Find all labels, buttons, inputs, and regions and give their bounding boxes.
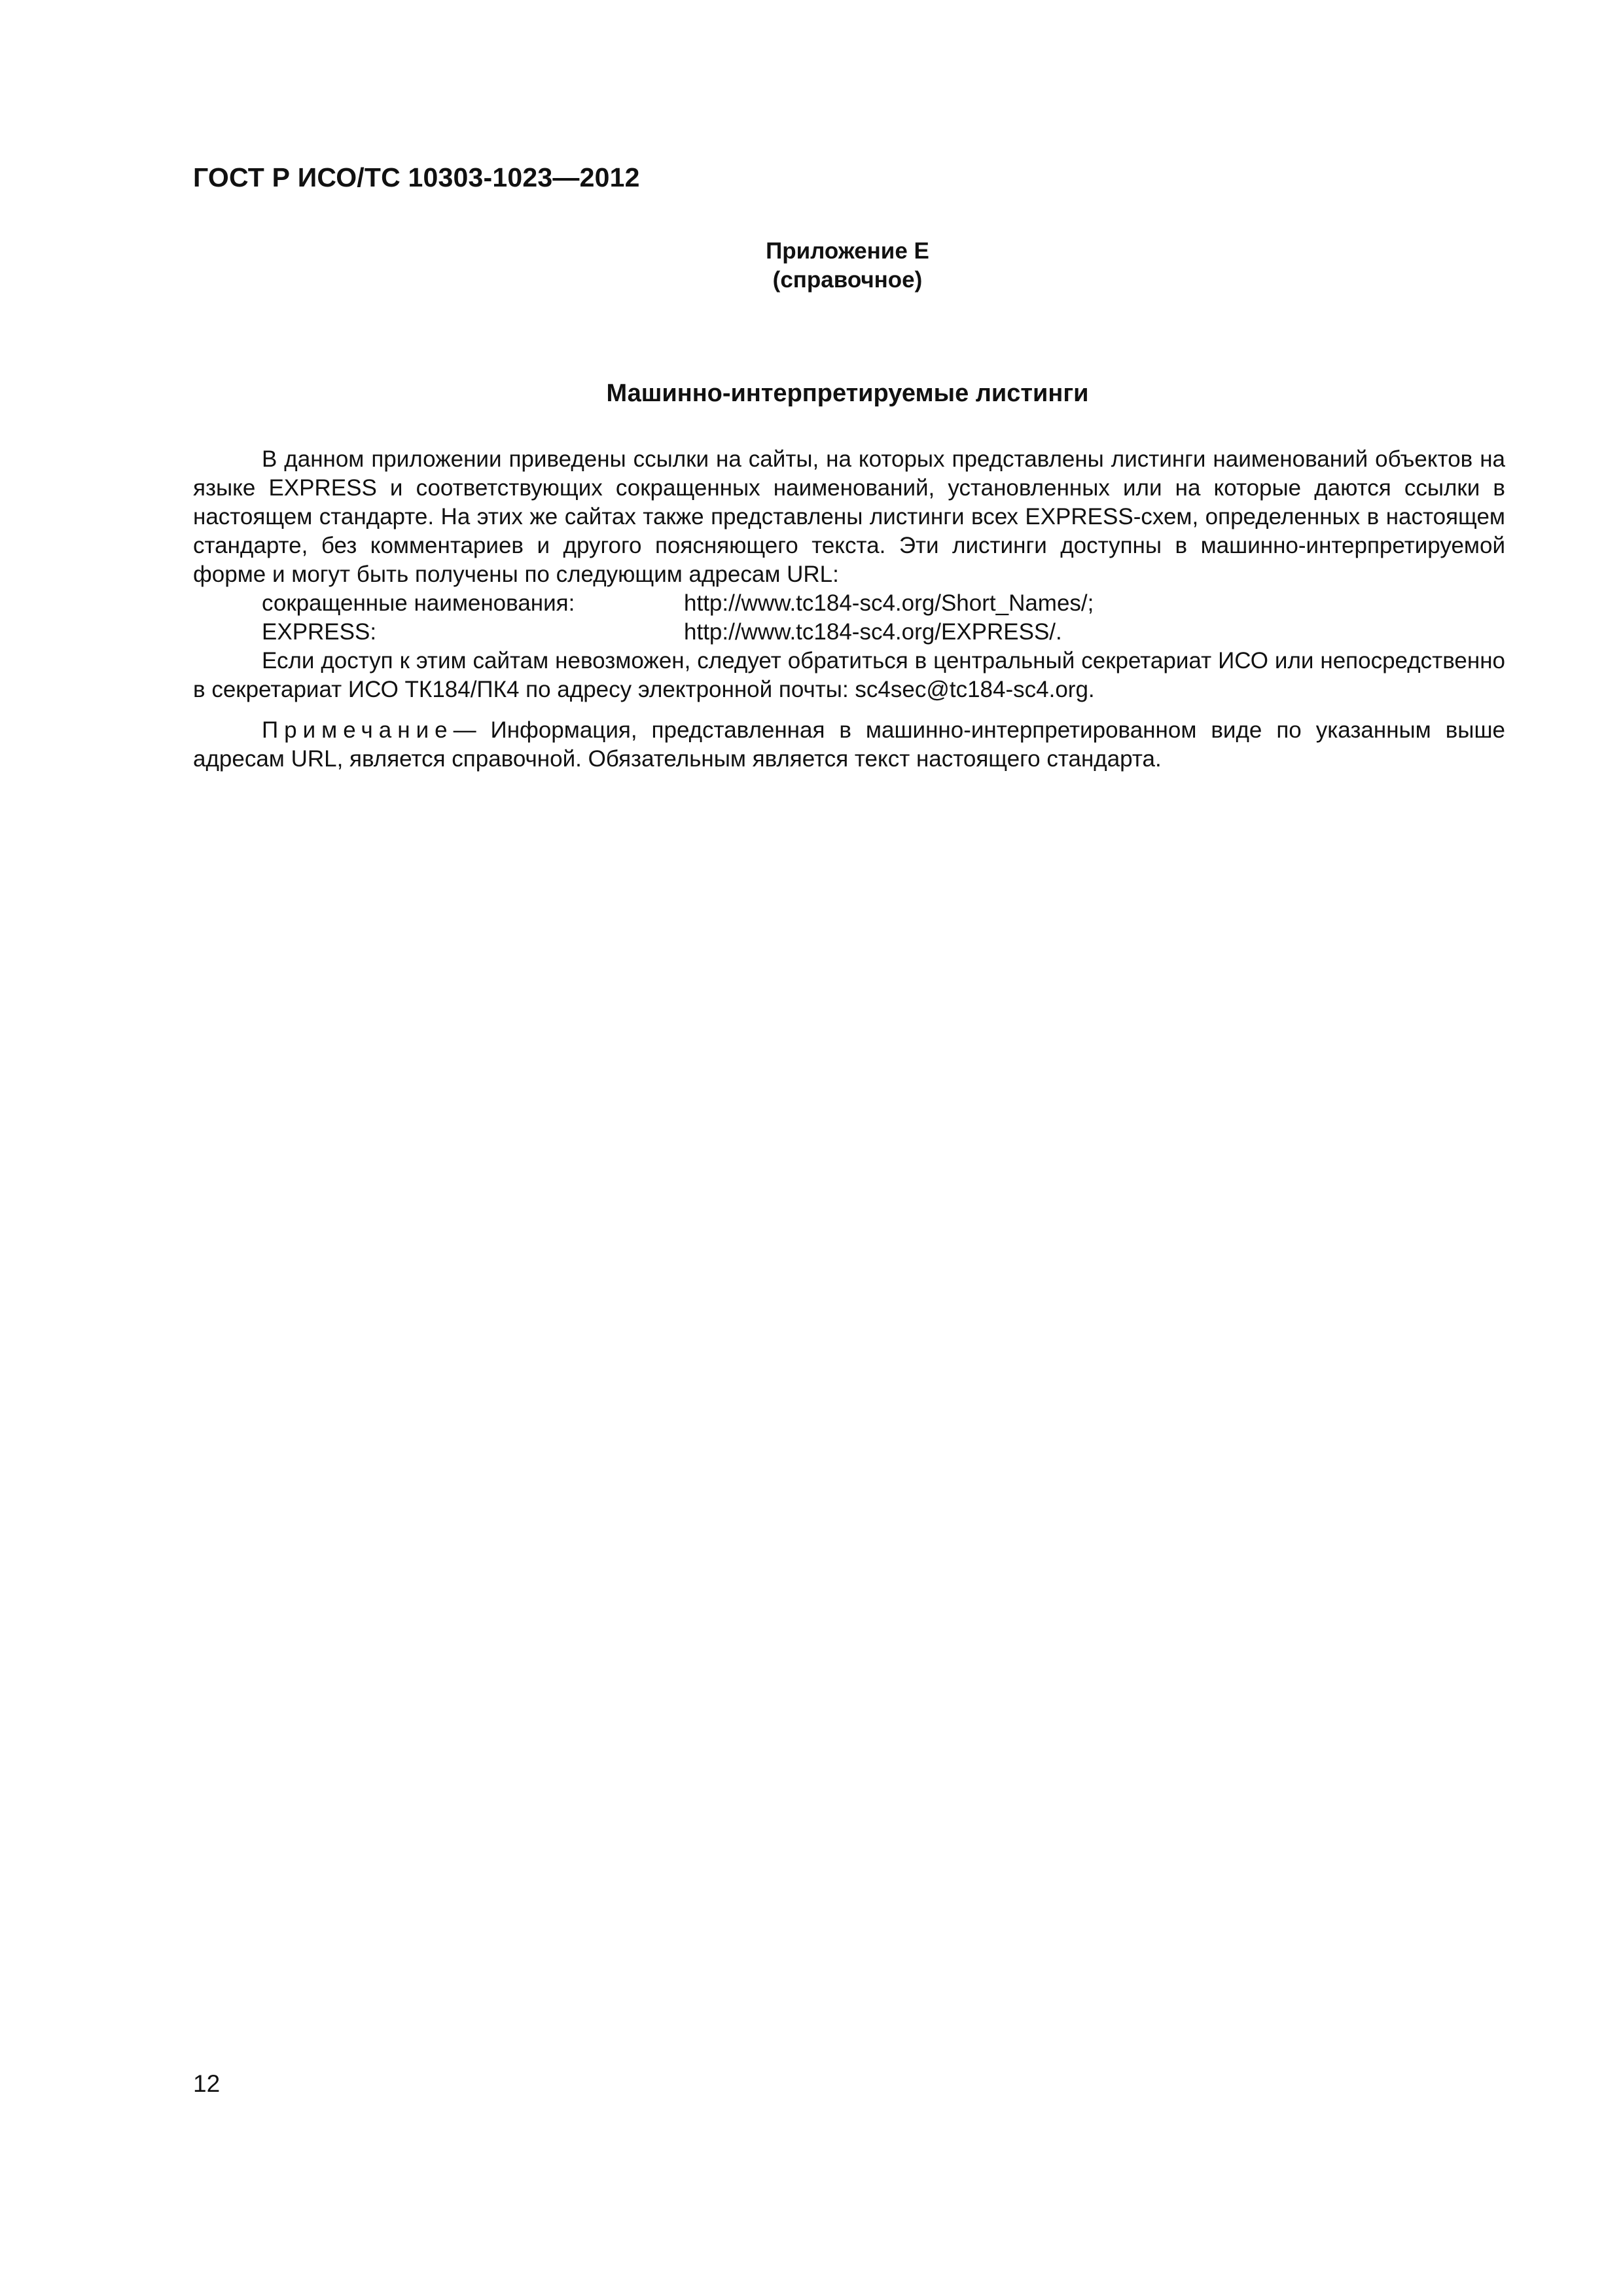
url-link[interactable]: http://www.tc184-sc4.org/EXPRESS/.: [684, 619, 1062, 645]
intro-paragraph: В данном приложении приведены ссылки на сайты, на которых представлены листинги наименований объектов на языке EXPRESS и соответствующих сокращенных наименований, установленных или на которые даются ссылки в настоящем стандарте. На этих же сайтах также представлены листинги всех EXPRESS-схем, определенных в настоящем стандарте, без комментариев и другого поясняющего текста. Эти листинги доступны в машинно-интерпретируемой форме и могут быть получены по следующим адресам URL:: [193, 446, 1505, 587]
document-body: [193, 445, 1505, 774]
url-label: EXPRESS:: [262, 619, 377, 645]
contact-paragraph: Если доступ к этим сайтам невозможен, следует обратиться в центральный секретариат ИСО или непосредственно в секретариат ИСО ТК184/ПК4 по адресу электронной почты: sc4sec@tc184-sc4.org.: [193, 648, 1505, 702]
document-code: ГОСТ Р ИСО/ТС 10303-1023—2012: [193, 162, 640, 192]
note-paragraph: [193, 716, 1505, 774]
note-label: Примечание: [262, 717, 454, 743]
note-text: — Информация, представленная в машинно-интерпретированном виде по указанным выше адресам URL, является справочной. Обязательным является текст настоящего стандарта.: [193, 717, 1505, 772]
url-row-express: [193, 618, 1505, 647]
url-label: сокращенные наименования:: [262, 590, 575, 616]
appendix-type: (справочное): [772, 267, 923, 293]
url-link[interactable]: http://www.tc184-sc4.org/Short_Names/;: [684, 590, 1094, 616]
section-title: Машинно-интерпретируемые листинги: [606, 380, 1089, 407]
appendix-label: Приложение Е: [766, 238, 929, 264]
appendix-heading: [0, 237, 1623, 295]
page-number: 12: [193, 2070, 221, 2097]
url-row-short-names: [193, 589, 1505, 618]
